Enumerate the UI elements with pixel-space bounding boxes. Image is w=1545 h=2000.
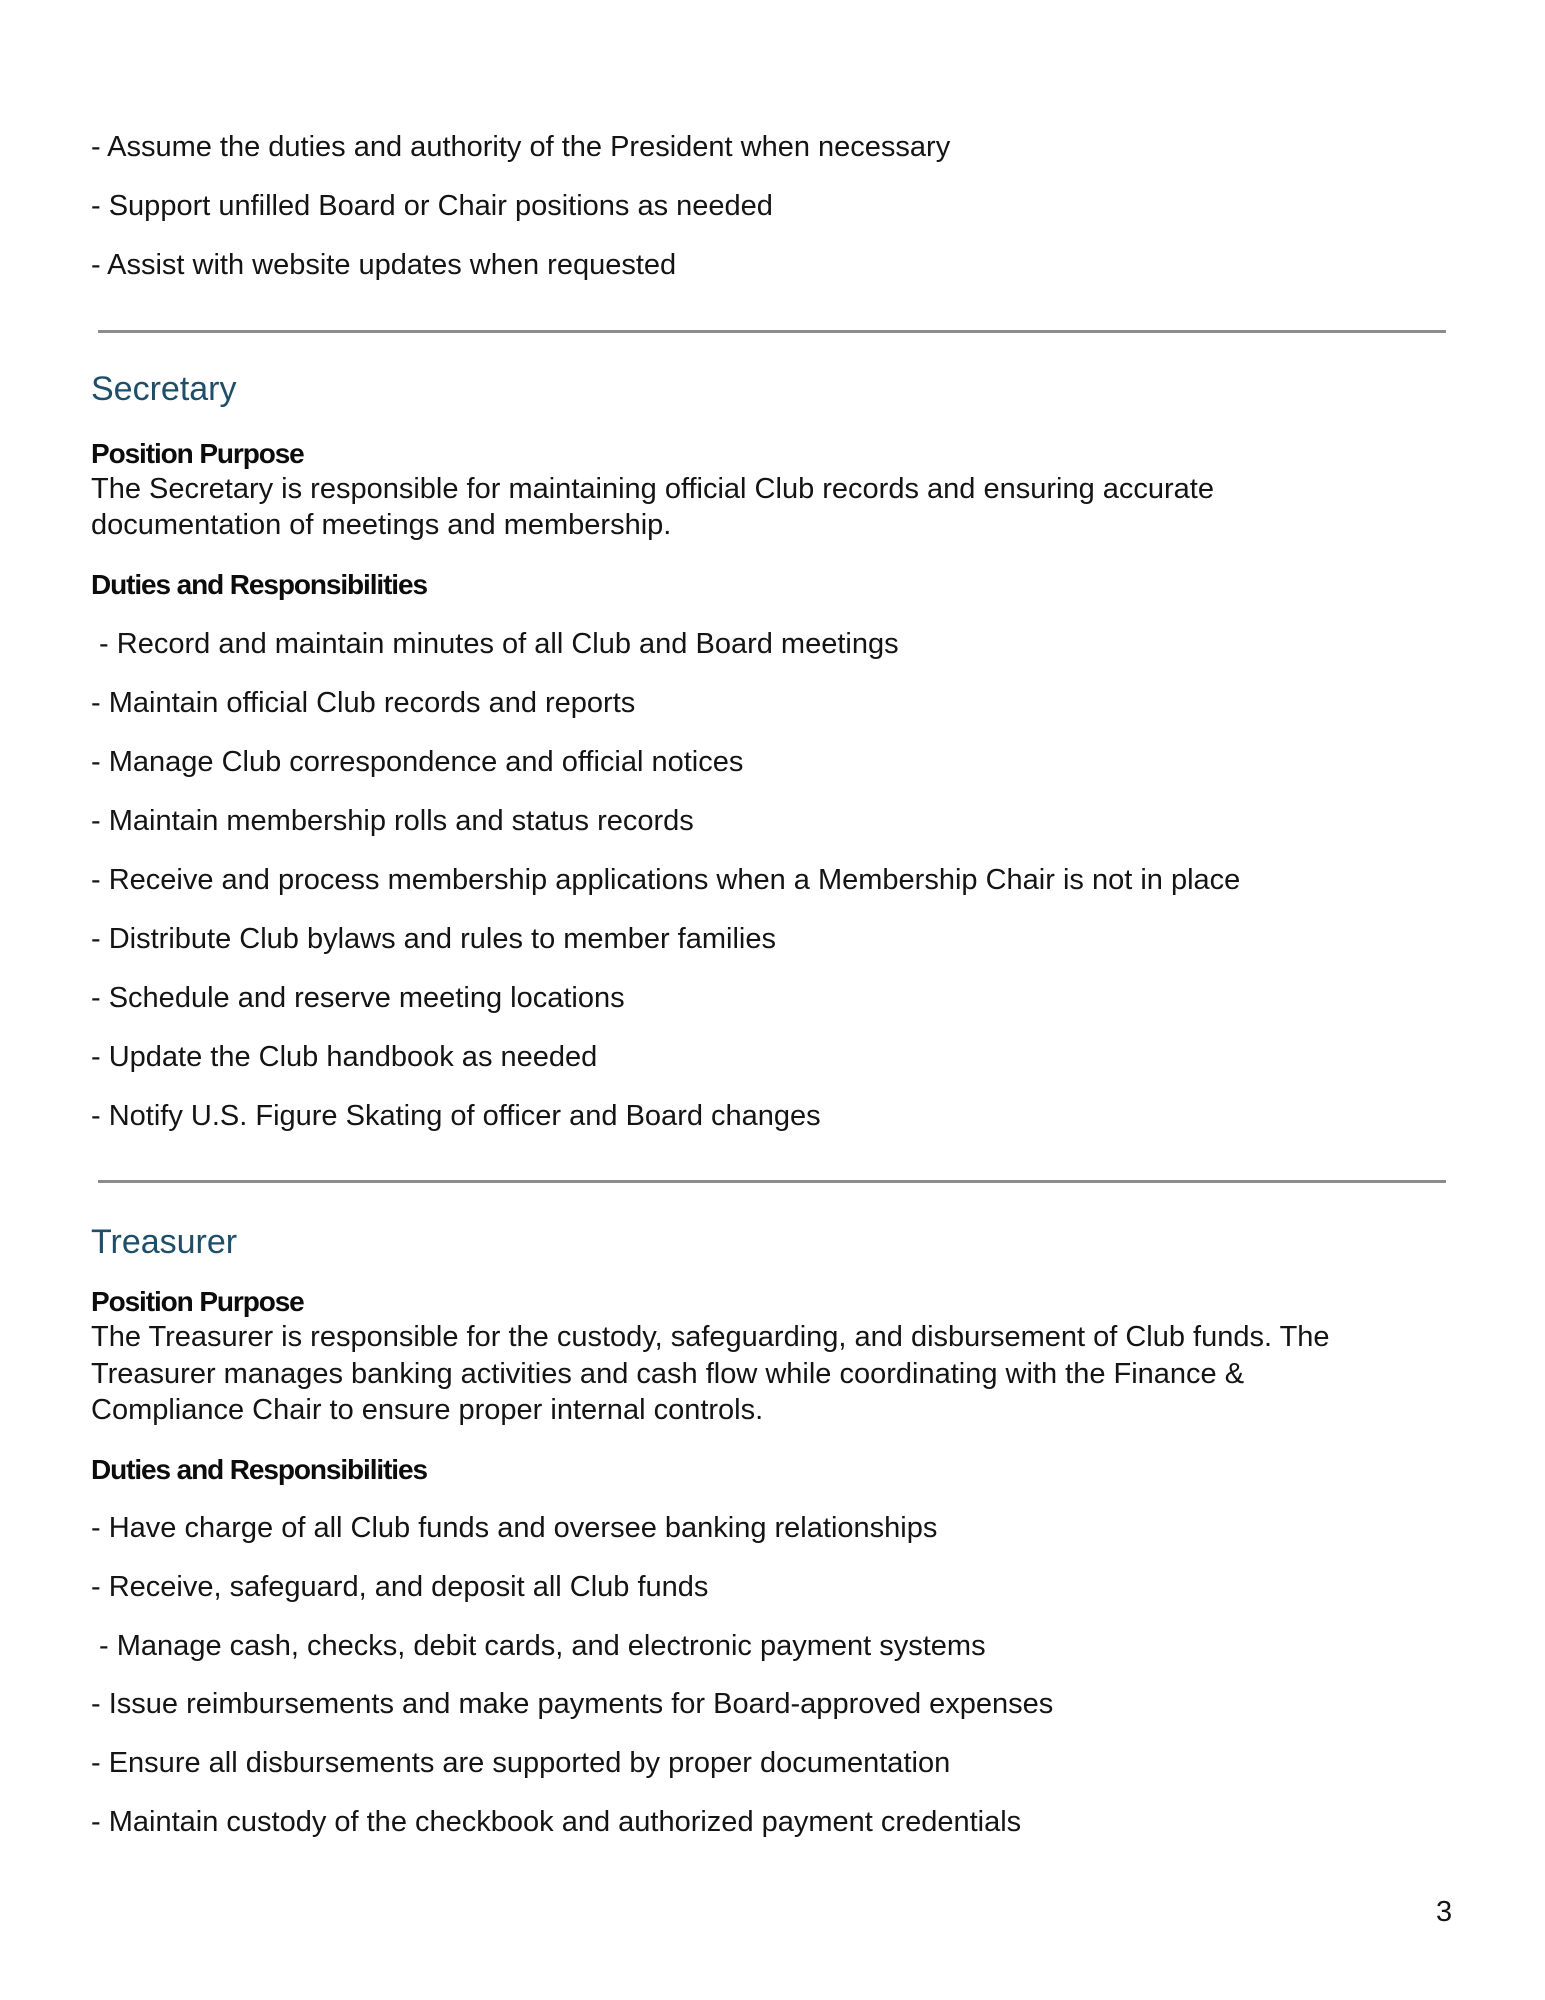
list-item: - Maintain membership rolls and status records	[91, 805, 694, 837]
duties-label: Duties and Responsibilities	[91, 569, 427, 600]
position-purpose-text: documentation of meetings and membership.	[91, 509, 672, 541]
list-item: - Manage Club correspondence and official notices	[91, 746, 744, 778]
list-item: - Receive, safeguard, and deposit all Club funds	[91, 1571, 709, 1603]
duties-label: Duties and Responsibilities	[91, 1454, 427, 1485]
list-item: - Update the Club handbook as needed	[91, 1041, 598, 1073]
position-purpose-text: Treasurer manages banking activities and cash flow while coordinating with the Finance &	[91, 1358, 1245, 1390]
position-purpose-text: The Treasurer is responsible for the custody, safeguarding, and disbursement of Club funds. The	[91, 1321, 1330, 1353]
position-purpose-text: The Secretary is responsible for maintaining official Club records and ensuring accurate	[91, 473, 1214, 505]
list-item: - Notify U.S. Figure Skating of officer and Board changes	[91, 1100, 821, 1132]
list-item: - Receive and process membership applications when a Membership Chair is not in place	[91, 864, 1241, 896]
position-purpose-label: Position Purpose	[91, 438, 304, 469]
list-item: - Assume the duties and authority of the President when necessary	[91, 131, 951, 163]
list-item: - Distribute Club bylaws and rules to member families	[91, 923, 776, 955]
list-item: - Record and maintain minutes of all Club and Board meetings	[91, 628, 899, 660]
list-item: - Issue reimbursements and make payments for Board-approved expenses	[91, 1688, 1054, 1720]
list-item: - Have charge of all Club funds and oversee banking relationships	[91, 1512, 938, 1544]
section-divider	[98, 330, 1446, 333]
section-heading: Treasurer	[91, 1223, 238, 1261]
list-item: - Maintain official Club records and reports	[91, 687, 636, 719]
position-purpose-text: Compliance Chair to ensure proper internal controls.	[91, 1394, 764, 1426]
list-item: - Support unfilled Board or Chair positions as needed	[91, 190, 773, 222]
list-item: - Assist with website updates when requested	[91, 249, 677, 281]
list-item: - Manage cash, checks, debit cards, and electronic payment systems	[91, 1630, 986, 1662]
position-purpose-label: Position Purpose	[91, 1286, 304, 1317]
section-heading: Secretary	[91, 370, 237, 408]
list-item: - Maintain custody of the checkbook and authorized payment credentials	[91, 1806, 1022, 1838]
section-divider	[98, 1180, 1446, 1183]
page-number: 3	[1436, 1896, 1453, 1928]
list-item: - Ensure all disbursements are supported by proper documentation	[91, 1747, 951, 1779]
list-item: - Schedule and reserve meeting locations	[91, 982, 625, 1014]
